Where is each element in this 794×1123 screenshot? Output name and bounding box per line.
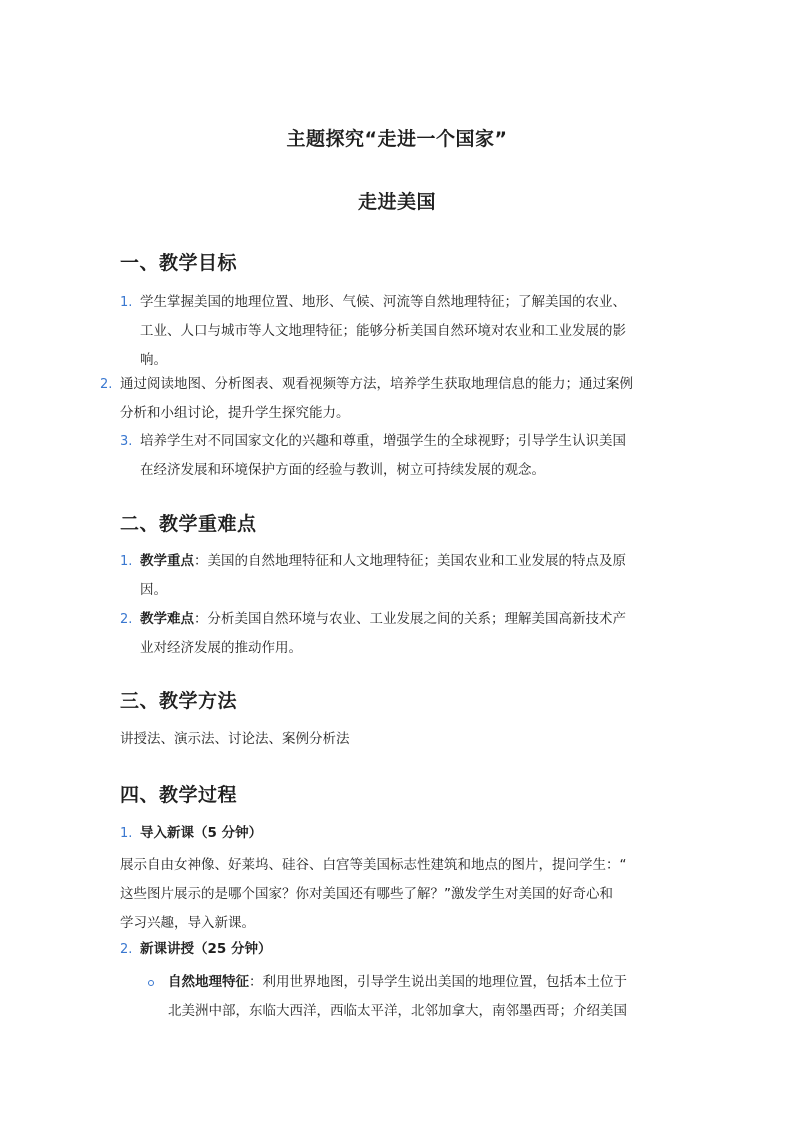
list-number: 2. bbox=[100, 377, 113, 392]
paragraph-line: 展示自由女神像、好莱坞、硅谷、白宫等美国标志性建筑和地点的图片，提问学生：“ bbox=[120, 857, 627, 873]
list-text-line: ：美国的自然地理特征和人文地理特征；美国农业和工业发展的特点及原 bbox=[194, 553, 626, 569]
list-text-line: 培养学生对不同国家文化的兴趣和尊重，增强学生的全球视野；引导学生认识美国 bbox=[140, 433, 626, 449]
list-number: 2. bbox=[120, 612, 133, 627]
list-text-line: 通过阅读地图、分析图表、观看视频等方法，培养学生获取地理信息的能力；通过案例 bbox=[120, 376, 633, 392]
document-title: 主题探究“走进一个国家” bbox=[286, 128, 508, 150]
list-item bbox=[120, 935, 272, 964]
list-item bbox=[120, 427, 626, 485]
bullet-icon bbox=[148, 980, 154, 986]
paragraph-line: 学习兴趣，导入新课。 bbox=[120, 915, 255, 931]
list-text-line: ：分析美国自然环境与农业、工业发展之间的关系；理解美国高新技术产 bbox=[194, 611, 626, 627]
list-number: 1. bbox=[120, 826, 133, 841]
list-item bbox=[120, 605, 626, 663]
step-label: 新课讲授（25 分钟） bbox=[140, 941, 272, 957]
item-label: 自然地理特征 bbox=[168, 974, 249, 990]
methods-text: 讲授法、演示法、讨论法、案例分析法 bbox=[120, 731, 350, 747]
list-number: 2. bbox=[120, 942, 133, 957]
list-item bbox=[120, 819, 263, 848]
list-text-line: 分析和小组讨论，提升学生探究能力。 bbox=[120, 405, 350, 421]
paragraph-line: 这些图片展示的是哪个国家？你对美国还有哪些了解？”激发学生对美国的好奇心和 bbox=[120, 886, 613, 902]
item-label: 教学重点 bbox=[140, 553, 194, 569]
step-label: 导入新课（5 分钟） bbox=[140, 825, 263, 841]
list-text-line: 学生掌握美国的地理位置、地形、气候、河流等自然地理特征；了解美国的农业、 bbox=[140, 294, 626, 310]
list-text-line: 北美洲中部，东临大西洋，西临太平洋，北邻加拿大，南邻墨西哥；介绍美国 bbox=[168, 1003, 627, 1019]
section-heading-methods: 三、教学方法 bbox=[120, 690, 238, 712]
section-heading-process: 四、教学过程 bbox=[120, 784, 238, 806]
list-text-line: 工业、人口与城市等人文地理特征；能够分析美国自然环境对农业和工业发展的影 bbox=[140, 323, 626, 339]
section-heading-objectives: 一、教学目标 bbox=[120, 252, 238, 274]
list-text-line: 因。 bbox=[140, 582, 167, 598]
list-item bbox=[100, 370, 633, 428]
item-label: 教学难点 bbox=[140, 611, 194, 627]
list-number: 3. bbox=[120, 434, 133, 449]
list-text-line: 响。 bbox=[140, 352, 167, 368]
sub-list-item bbox=[168, 968, 627, 1026]
list-number: 1. bbox=[120, 554, 133, 569]
list-text-line: 业对经济发展的推动作用。 bbox=[140, 640, 302, 656]
list-number: 1. bbox=[120, 295, 133, 310]
list-item bbox=[120, 288, 626, 375]
document-subtitle: 走进美国 bbox=[357, 191, 436, 213]
list-text-line: 在经济发展和环境保护方面的经验与教训，树立可持续发展的观念。 bbox=[140, 462, 545, 478]
section-heading-key-points: 二、教学重难点 bbox=[120, 513, 257, 535]
list-item bbox=[120, 547, 626, 605]
paragraph bbox=[120, 851, 627, 938]
list-text-line: ：利用世界地图，引导学生说出美国的地理位置，包括本土位于 bbox=[249, 974, 627, 990]
